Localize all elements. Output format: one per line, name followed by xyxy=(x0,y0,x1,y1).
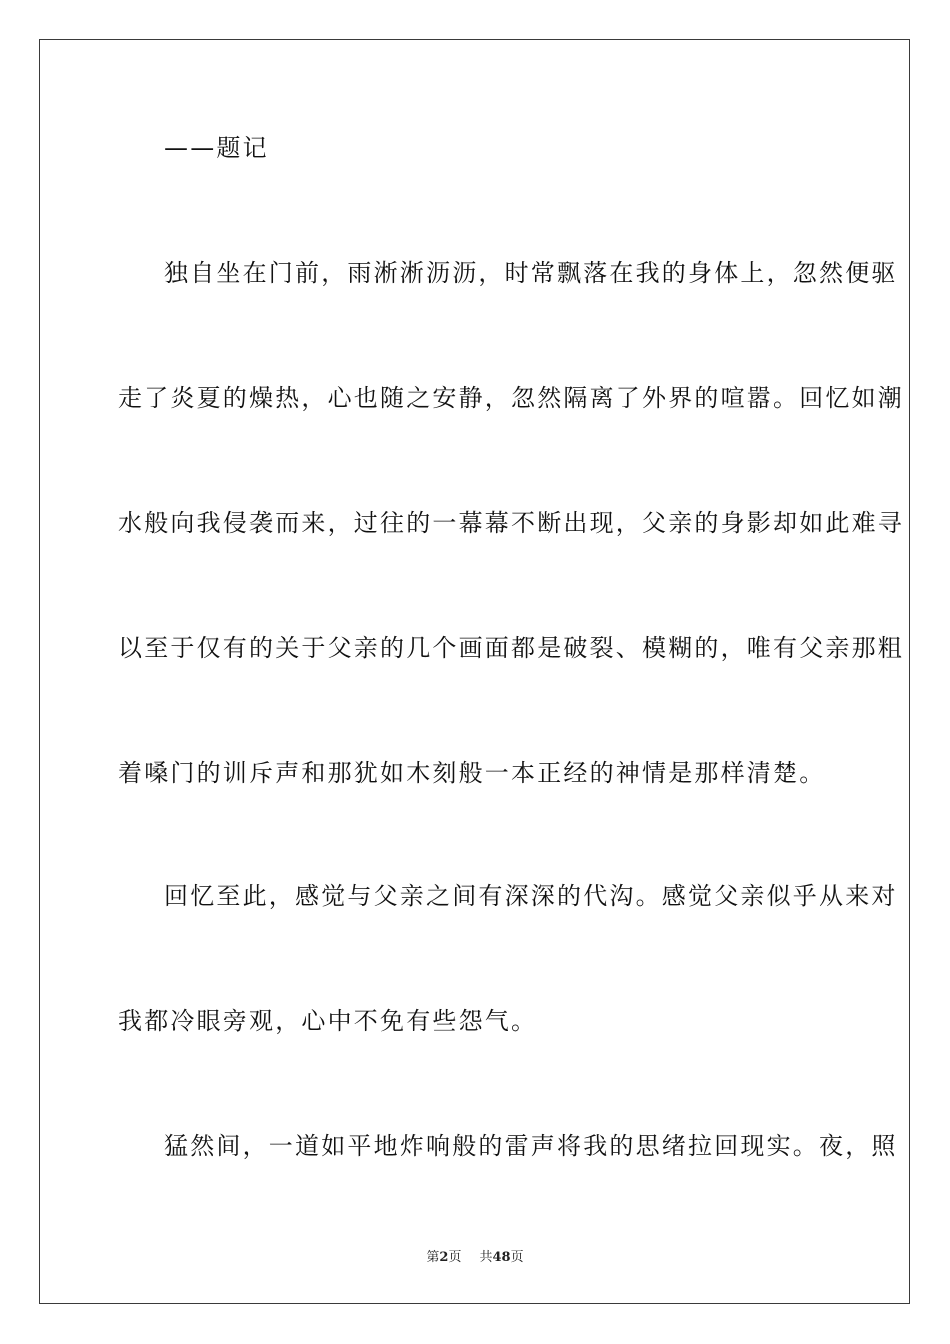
paragraph-line: 以至于仅有的关于父亲的几个画面都是破裂、模糊的，唯有父亲那粗 xyxy=(118,634,904,662)
page-number: 2 xyxy=(439,1250,449,1265)
epigraph: ——题记 xyxy=(164,134,269,162)
page-prefix: 第 xyxy=(426,1250,440,1265)
total-prefix: 共 xyxy=(479,1250,493,1265)
page-border xyxy=(39,39,910,1304)
total-pages: 48 xyxy=(492,1250,511,1265)
paragraph-line: 猛然间，一道如平地炸响般的雷声将我的思绪拉回现实。夜，照 xyxy=(164,1132,898,1160)
paragraph-line: 回忆至此，感觉与父亲之间有深深的代沟。感觉父亲似乎从来对 xyxy=(164,882,898,910)
paragraph-line: 独自坐在门前，雨淅淅沥沥，时常飘落在我的身体上，忽然便驱 xyxy=(164,259,898,287)
total-suffix: 页 xyxy=(510,1250,524,1265)
page-footer xyxy=(0,1246,950,1265)
paragraph-line: 走了炎夏的燥热，心也随之安静，忽然隔离了外界的喧嚣。回忆如潮 xyxy=(118,384,904,412)
page-suffix: 页 xyxy=(448,1250,462,1265)
paragraph-line: 着嗓门的训斥声和那犹如木刻般一本正经的神情是那样清楚。 xyxy=(118,759,826,787)
paragraph-line: 我都冷眼旁观，心中不免有些怨气。 xyxy=(118,1007,538,1035)
paragraph-line: 水般向我侵袭而来，过往的一幕幕不断出现，父亲的身影却如此难寻 xyxy=(118,509,904,537)
